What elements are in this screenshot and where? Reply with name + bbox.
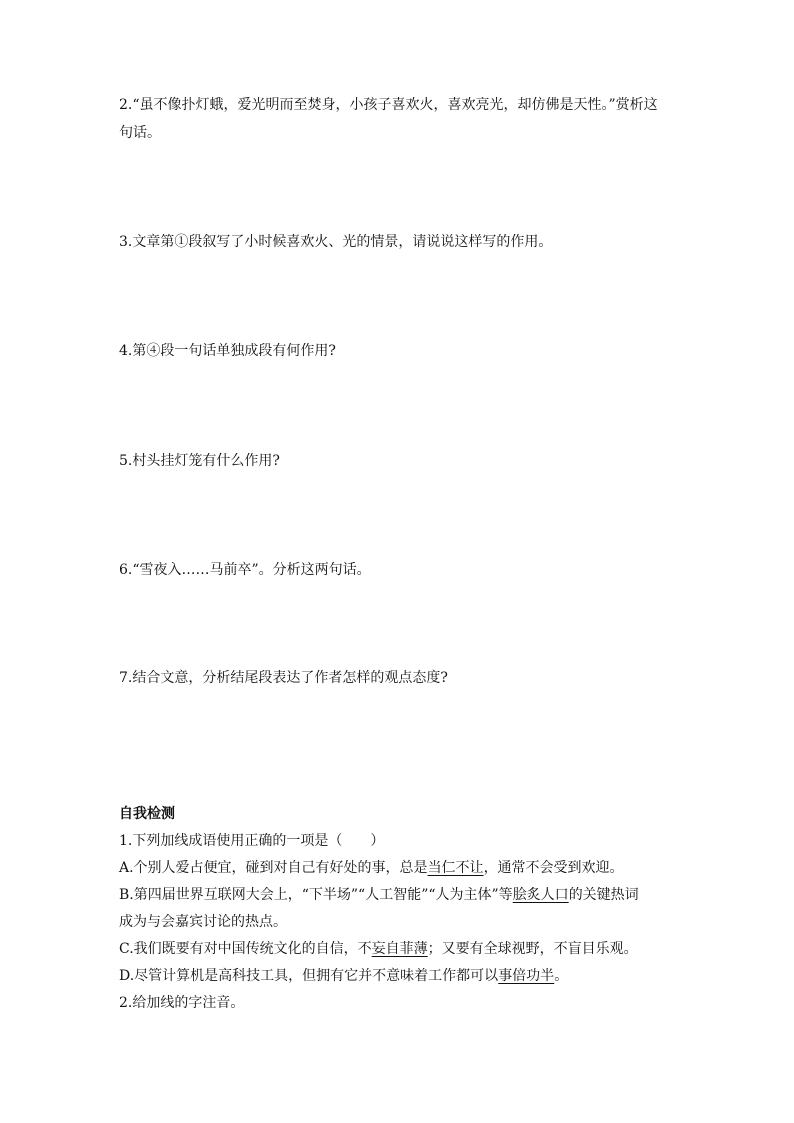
question-4: 4.第④段一句话单独成段有何作用?	[119, 343, 336, 359]
question-2-line-2: 句话。	[119, 125, 161, 141]
option-d-underlined-idiom: 事倍功半	[498, 968, 555, 984]
option-c-text-pre: C.我们既要有对中国传统文化的自信，不	[119, 941, 372, 957]
option-d	[119, 966, 568, 986]
option-c-underlined-idiom: 妄自菲薄	[371, 941, 428, 957]
self-test-heading: 自我检测	[119, 806, 175, 822]
option-a-text-pre: A.个别人爱占便宜，碰到对自己有好处的事，总是	[119, 860, 428, 876]
question-3: 3.文章第①段叙写了小时候喜欢火、光的情景，请说说这样写的作用。	[119, 234, 553, 250]
option-b-text-pre: B.第四届世界互联网大会上，“下半场”“人工智能”“人为主体”等	[119, 887, 513, 903]
option-b-line-2: 成为与会嘉宾讨论的热点。	[119, 914, 287, 930]
question-2-line-1: 2.“虽不像扑灯蛾，爱光明而至焚身，小孩子喜欢火，喜欢亮光，却仿佛是天性。”赏析这	[119, 97, 658, 113]
option-c	[119, 939, 638, 959]
option-d-text-pre: D.尽管计算机是高科技工具，但拥有它并不意味着工作都可以	[119, 968, 499, 984]
option-c-text-post: ；又要有全球视野，不盲目乐观。	[427, 941, 638, 957]
option-d-text-post: 。	[554, 968, 569, 984]
option-b-underlined-idiom: 脍炙人口	[512, 887, 569, 903]
option-a-text-post: ，通常不会受到欢迎。	[483, 860, 624, 876]
option-a-underlined-idiom: 当仁不让	[427, 860, 484, 876]
question-7: 7.结合文意，分析结尾段表达了作者怎样的观点态度?	[119, 670, 448, 686]
option-a	[119, 858, 624, 878]
question-6: 6.“雪夜入……马前卒”。分析这两句话。	[119, 562, 371, 578]
option-b	[119, 885, 639, 905]
self-test-question-1: 1.下列加线成语使用正确的一项是（ ）	[119, 833, 385, 849]
question-5: 5.村头挂灯笼有什么作用?	[119, 453, 280, 469]
self-test-question-2: 2.给加线的字注音。	[119, 995, 245, 1011]
option-b-text-post: 的关键热词	[568, 887, 639, 903]
